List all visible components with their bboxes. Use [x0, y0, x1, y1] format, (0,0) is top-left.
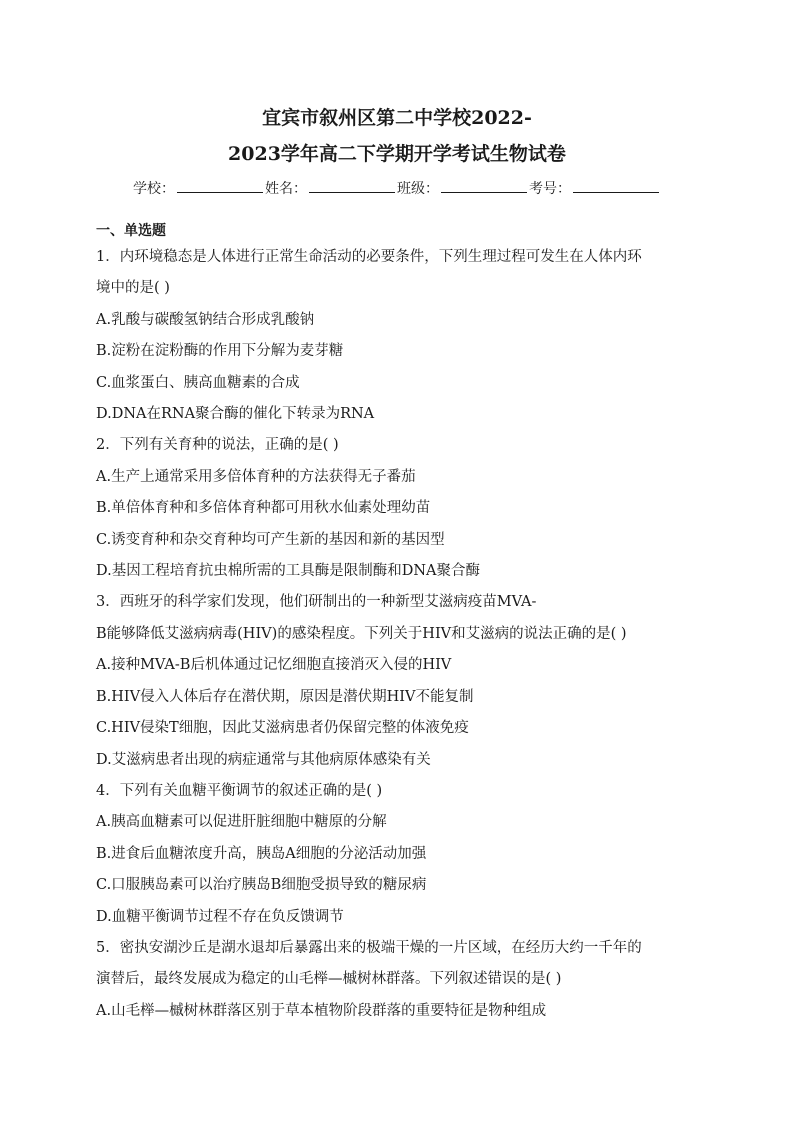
question-4-option-c: C.口服胰岛素可以治疗胰岛B细胞受损导致的糖尿病 [96, 877, 427, 894]
question-5-stem-cont: 演替后，最终发展成为稳定的山毛榉—槭树林群落。下列叙述错误的是( ) [96, 971, 562, 988]
question-2-option-d: D.基因工程培育抗虫棉所需的工具酶是限制酶和DNA聚合酶 [96, 563, 481, 580]
exam-number-blank [573, 178, 659, 193]
question-1-stem-cont: 境中的是( ) [96, 280, 170, 297]
student-info-line [96, 178, 698, 200]
question-3-stem-cont: B能够降低艾滋病病毒(HIV)的感染程度。下列关于HIV和艾滋病的说法正确的是( ) [96, 625, 627, 642]
question-5-stem: 5．密执安湖沙丘是湖水退却后暴露出来的极端干燥的一片区域，在经历大约一千年的 [96, 939, 642, 956]
question-4-option-d: D.血糖平衡调节过程不存在负反馈调节 [96, 908, 344, 925]
exam-title-line-1: 宜宾市叙州区第二中学校2022- [262, 107, 532, 129]
question-3-stem: 3．西班牙的科学家们发现，他们研制出的一种新型艾滋病疫苗MVA- [96, 594, 537, 611]
question-3-option-b: B.HIV侵入人体后存在潜伏期，原因是潜伏期HIV不能复制 [96, 688, 474, 705]
section-title: 一、单选题 [96, 223, 166, 239]
question-2-option-c: C.诱变育种和杂交育种均可产生新的基因和新的基因型 [96, 531, 445, 548]
question-list [96, 242, 698, 1027]
name-label: 姓名： [265, 181, 307, 197]
question-1-option-a: A.乳酸与碳酸氢钠结合形成乳酸钠 [96, 311, 315, 328]
question-1-option-c: C.血浆蛋白、胰高血糖素的合成 [96, 374, 300, 391]
class-blank [441, 178, 527, 193]
question-4-option-a: A.胰高血糖素可以促进肝脏细胞中糖原的分解 [96, 814, 387, 831]
question-1-option-d: D.DNA在RNA聚合酶的催化下转录为RNA [96, 406, 375, 423]
question-5-option-a: A.山毛榉—槭树林群落区别于草本植物阶段群落的重要特征是物种组成 [96, 1002, 547, 1019]
question-3-option-a: A.接种MVA-B后机体通过记忆细胞直接消灭入侵的HIV [96, 657, 452, 674]
question-1-option-b: B.淀粉在淀粉酶的作用下分解为麦芽糖 [96, 343, 344, 360]
exam-number-field [529, 178, 661, 200]
exam-number-label: 考号： [529, 181, 571, 197]
question-4-stem: 4．下列有关血糖平衡调节的叙述正确的是( ) [96, 782, 383, 799]
question-3-option-d: D.艾滋病患者出现的病症通常与其他病原体感染有关 [96, 751, 431, 768]
class-field [397, 178, 529, 200]
question-3-option-c: C.HIV侵染T细胞，因此艾滋病患者仍保留完整的体液免疫 [96, 720, 469, 737]
question-4-option-b: B.进食后血糖浓度升高，胰岛A细胞的分泌活动加强 [96, 845, 427, 862]
school-field [133, 178, 265, 200]
question-2-stem: 2．下列有关育种的说法，正确的是( ) [96, 437, 339, 454]
name-blank [309, 178, 395, 193]
question-1-stem: 1．内环境稳态是人体进行正常生命活动的必要条件，下列生理过程可发生在人体内环 [96, 249, 642, 265]
school-label: 学校： [133, 181, 175, 197]
exam-title-line-2: 2023学年高二下学期开学考试生物试卷 [228, 143, 566, 165]
question-2-option-b: B.单倍体育种和多倍体育种都可用秋水仙素处理幼苗 [96, 500, 431, 517]
class-label: 班级： [397, 181, 439, 197]
school-blank [177, 178, 263, 193]
name-field [265, 178, 397, 200]
question-2-option-a: A.生产上通常采用多倍体育种的方法获得无子番茄 [96, 468, 416, 485]
